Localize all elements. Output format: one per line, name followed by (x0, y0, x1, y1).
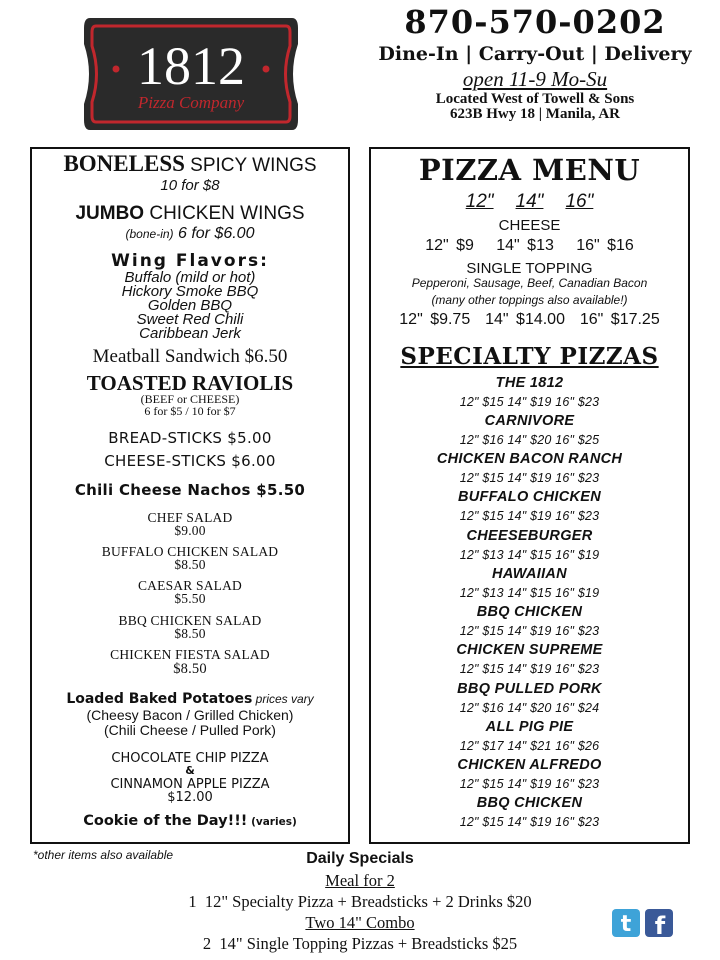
potato-label: Loaded Baked Potatoes (66, 691, 253, 707)
wing-flavor-item: Hickory Smoke BBQ (121, 283, 259, 300)
specialty-name: CHEESEBURGER (466, 528, 593, 544)
cookie-of-the-day (32, 812, 348, 830)
header-info (350, 0, 720, 122)
svg-text:f: f (654, 912, 666, 937)
specialty-price: 12" $17 14" $21 16" $26 (459, 739, 600, 753)
potato-options-1: (Cheesy Bacon / Grilled Chicken) (86, 707, 294, 723)
specialty-name: HAWAIIAN (492, 566, 567, 582)
jumbo-wings-price (32, 225, 348, 243)
jumbo-wings-title (32, 203, 348, 225)
daily-specials (120, 848, 600, 954)
opening-hours: open 11-9 Mo-Su (462, 67, 608, 91)
chili-cheese-nachos: Chili Cheese Nachos $5.50 (74, 481, 306, 499)
left-menu-panel (30, 147, 350, 844)
jumbo-label: JUMBO (75, 203, 145, 224)
combo-desc: 2 14" Single Topping Pizzas + Breadsticks $25 (202, 934, 518, 953)
specialty-name: BBQ CHICKEN (476, 795, 583, 811)
jumbo-price: 6 for $6.00 (173, 225, 255, 242)
meatball-sandwich: Meatball Sandwich $6.50 (92, 346, 288, 367)
dessert-chocolate-pizza: CHOCOLATE CHIP PIZZA (111, 751, 269, 766)
pizza-sizes-header (371, 191, 688, 213)
boneless-label: BONELESS (63, 151, 185, 176)
logo-number: 1812 (137, 36, 245, 96)
potato-prices-vary: prices vary (252, 692, 314, 706)
specialty-name: BUFFALO CHICKEN (457, 489, 602, 505)
specialty-name: ALL PIG PIE (485, 719, 574, 735)
meal-for-two-title: Meal for 2 (325, 871, 395, 890)
jumbo-bonein: (bone-in) (125, 227, 174, 241)
breadsticks: BREAD-STICKS $5.00 (108, 429, 272, 447)
specialty-name: BBQ CHICKEN (476, 604, 583, 620)
specialty-pizzas-title: SPECIALTY PIZZAS (400, 343, 659, 370)
wing-flavor-item: Sweet Red Chili (136, 311, 244, 328)
specialty-price: 12" $15 14" $19 16" $23 (459, 471, 600, 485)
specialty-price: 12" $13 14" $15 16" $19 (459, 586, 600, 600)
specialty-name: CHICKEN ALFREDO (457, 757, 602, 773)
daily-specials-title: Daily Specials (306, 850, 414, 867)
logo-badge-graphic (80, 14, 302, 134)
more-toppings-note: (many other toppings also available!) (431, 293, 628, 307)
ravioli-options: (BEEF or CHEESE) (140, 392, 240, 406)
potato-options-2: (Chili Cheese / Pulled Pork) (104, 722, 276, 738)
logo-subtitle: Pizza Company (137, 93, 245, 112)
specialty-name: THE 1812 (495, 375, 564, 391)
meal-for-two-desc: 1 12" Specialty Pizza + Breadsticks + 2 Drinks $20 (188, 892, 532, 911)
other-items-footnote: *other items also available (33, 848, 174, 862)
salad-name: CHICKEN FIESTA SALAD (110, 647, 270, 662)
toasted-ravioli-title: TOASTED RAVIOLIS (86, 371, 294, 395)
size-label: 14" (515, 191, 544, 212)
cheesesticks: CHEESE-STICKS $6.00 (104, 452, 276, 470)
specialty-name: BBQ PULLED PORK (457, 681, 602, 697)
salad-price: $8.50 (173, 661, 207, 677)
salad-price: $8.50 (174, 626, 206, 641)
specialty-price: 12" $15 14" $19 16" $23 (459, 815, 600, 829)
specialty-price: 12" $15 14" $19 16" $23 (459, 662, 600, 676)
specialty-price: 12" $16 14" $20 16" $25 (459, 433, 600, 447)
location-line-1: Located West of Towell & Sons (435, 91, 635, 107)
size-label: 12" (465, 191, 494, 212)
specialty-name: CHICKEN BACON RANCH (436, 451, 623, 467)
company-logo (80, 14, 302, 134)
specialty-name: CHICKEN SUPREME (456, 642, 603, 658)
salad-price: $8.50 (174, 557, 206, 572)
wing-flavor-item: Caribbean Jerk (139, 325, 241, 342)
specialty-price: 12" $16 14" $20 16" $24 (459, 701, 600, 715)
pizza-menu-panel (369, 147, 690, 844)
salad-name: BUFFALO CHICKEN SALAD (101, 544, 279, 559)
loaded-potatoes-title (32, 690, 348, 708)
combo-title: Two 14" Combo (305, 913, 415, 932)
phone-number[interactable]: 870-570-0202 (404, 3, 666, 41)
single-topping-prices: 12" $9.75 14" $14.00 16" $17.25 (399, 311, 660, 328)
specialty-price: 12" $15 14" $19 16" $23 (459, 509, 600, 523)
salad-price: $9.00 (174, 523, 206, 538)
boneless-rest: SPICY WINGS (184, 155, 317, 176)
dessert-ampersand: & (185, 764, 195, 777)
ravioli-price: 6 for $5 / 10 for $7 (144, 404, 236, 418)
specialty-price: 12" $15 14" $19 16" $23 (459, 624, 600, 638)
dessert-price: $12.00 (167, 790, 213, 805)
cookie-label: Cookie of the Day!!! (83, 813, 248, 829)
boneless-price: 10 for $8 (160, 177, 220, 194)
service-options: Dine-In | Carry-Out | Delivery (378, 43, 692, 65)
jumbo-rest: CHICKEN WINGS (144, 203, 305, 224)
pizza-menu-title: PIZZA MENU (418, 153, 641, 187)
salad-name: BBQ CHICKEN SALAD (118, 613, 262, 628)
cheese-prices: 12" $9 14" $13 16" $16 (425, 237, 634, 254)
single-topping-label: SINGLE TOPPING (466, 260, 593, 277)
size-label: 16" (565, 191, 594, 212)
specialty-price: 12" $15 14" $19 16" $23 (459, 777, 600, 791)
svg-text:t: t (620, 912, 632, 937)
salad-name: CHEF SALAD (147, 510, 233, 525)
single-topping-options: Pepperoni, Sausage, Beef, Canadian Bacon (411, 276, 648, 290)
boneless-wings-title (32, 151, 348, 177)
dessert-cinnamon-pizza: CINNAMON APPLE PIZZA (110, 777, 270, 792)
wing-flavor-item: Buffalo (mild or hot) (124, 269, 256, 286)
specialty-price: 12" $13 14" $15 16" $19 (459, 548, 600, 562)
facebook-icon[interactable] (645, 909, 673, 937)
twitter-icon[interactable] (612, 909, 640, 937)
salad-name: CAESAR SALAD (137, 578, 243, 593)
wing-flavors-title: Wing Flavors: (111, 251, 269, 271)
wing-flavor-item: Golden BBQ (147, 297, 233, 314)
specialty-price: 12" $15 14" $19 16" $23 (459, 395, 600, 409)
location-line-2: 623B Hwy 18 | Manila, AR (450, 106, 620, 122)
cheese-label: CHEESE (498, 217, 561, 234)
cookie-varies: (varies) (247, 816, 297, 828)
specialty-name: CARNIVORE (484, 413, 575, 429)
salad-price: $5.50 (174, 591, 206, 606)
